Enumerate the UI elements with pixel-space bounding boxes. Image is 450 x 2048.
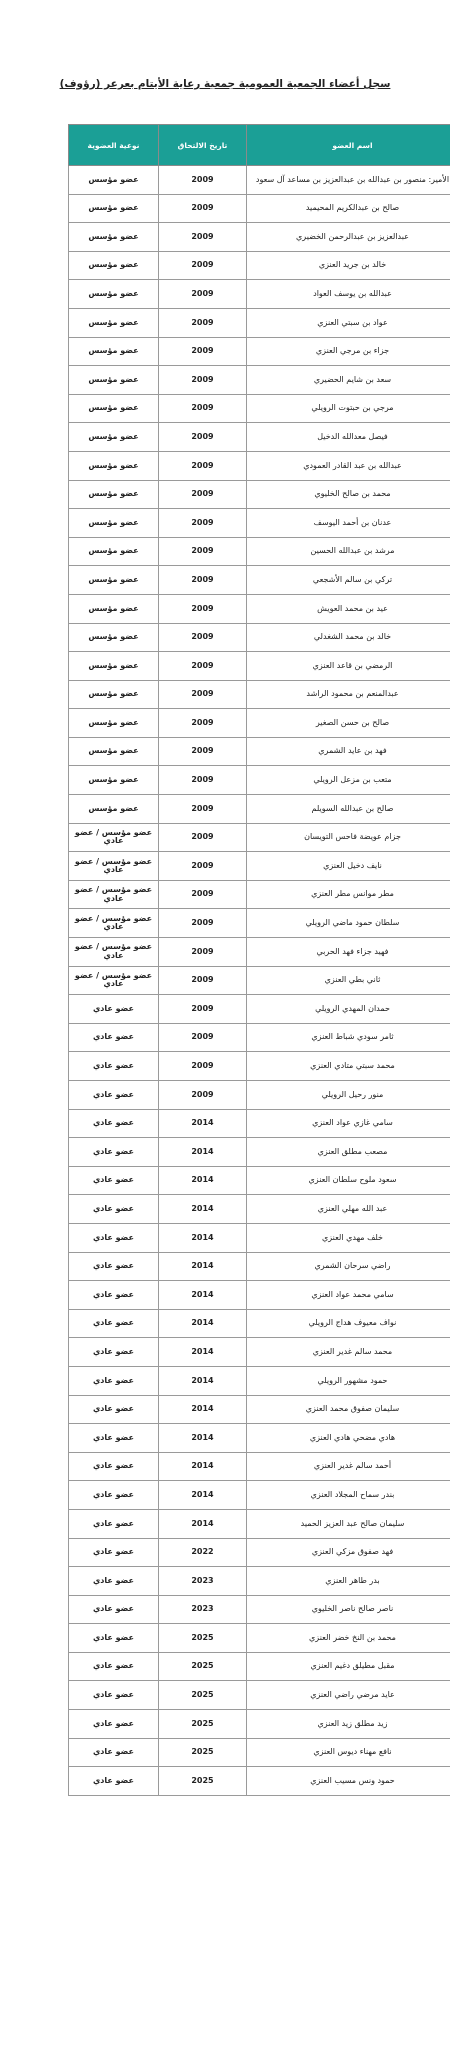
join-year-cell: 2009: [159, 1081, 247, 1110]
membership-type-cell: عضو عادي: [69, 1166, 159, 1195]
member-name-cell: فيصل معدالله الدخيل: [247, 423, 450, 452]
join-year-cell: 2025: [159, 1624, 247, 1653]
table-row: [69, 1452, 450, 1481]
member-name-cell: خالد بن محمد الشغدلي: [247, 623, 450, 652]
join-year-cell: 2009: [159, 223, 247, 252]
table-row: [69, 709, 450, 738]
table-row: [69, 1023, 450, 1052]
table-row: [69, 1595, 450, 1624]
table-row: [69, 737, 450, 766]
membership-type-cell: عضو مؤسس: [69, 766, 159, 795]
member-name-cell: مرشد بن عبدالله الحسين: [247, 537, 450, 566]
header-membership-type: نوعية العضوية: [69, 125, 159, 166]
table-row: [69, 1081, 450, 1110]
member-name-cell: محمد بن النخ خضر العنزي: [247, 1624, 450, 1653]
member-name-cell: تركي بن سالم الأشجعي: [247, 566, 450, 595]
table-row: [69, 423, 450, 452]
membership-type-cell: عضو عادي: [69, 1252, 159, 1281]
table-row: [69, 1281, 450, 1310]
member-name-cell: نواف معيوف هداج الرويلي: [247, 1309, 450, 1338]
membership-type-cell: عضو عادي: [69, 1366, 159, 1395]
table-row: [69, 223, 450, 252]
membership-type-cell: عضو مؤسس: [69, 194, 159, 223]
member-name-cell: سليمان صفوق محمد العنزي: [247, 1395, 450, 1424]
join-year-cell: 2009: [159, 737, 247, 766]
member-name-cell: صالح بن حسن الصغير: [247, 709, 450, 738]
member-name-cell: سامي غازي عواد العنزي: [247, 1109, 450, 1138]
join-year-cell: 2014: [159, 1366, 247, 1395]
table-row: [69, 366, 450, 395]
membership-type-cell: عضو مؤسس / عضو عادي: [69, 852, 159, 881]
member-name-cell: جزاء بن مرجي العنزي: [247, 337, 450, 366]
membership-type-cell: عضو مؤسس: [69, 566, 159, 595]
membership-type-cell: عضو عادي: [69, 1223, 159, 1252]
member-name-cell: ثاني بطي العنزي: [247, 966, 450, 995]
join-year-cell: 2014: [159, 1138, 247, 1167]
member-name-cell: سامي محمد عواد العنزي: [247, 1281, 450, 1310]
membership-type-cell: عضو مؤسس: [69, 280, 159, 309]
member-name-cell: الأمير: منصور بن عبدالله بن عبدالعزيز بن مساعد آل سعود: [247, 166, 450, 195]
membership-type-cell: عضو عادي: [69, 1338, 159, 1367]
membership-type-cell: عضو مؤسس / عضو عادي: [69, 966, 159, 995]
join-year-cell: 2014: [159, 1195, 247, 1224]
member-name-cell: سعد بن شايم الحضيري: [247, 366, 450, 395]
membership-type-cell: عضو مؤسس: [69, 366, 159, 395]
membership-type-cell: عضو عادي: [69, 1281, 159, 1310]
membership-type-cell: عضو مؤسس: [69, 166, 159, 195]
join-year-cell: 2009: [159, 938, 247, 967]
join-year-cell: 2023: [159, 1567, 247, 1596]
join-year-cell: 2009: [159, 995, 247, 1024]
table-row: [69, 337, 450, 366]
table-row: [69, 1710, 450, 1739]
table-row: [69, 880, 450, 909]
membership-type-cell: عضو عادي: [69, 1710, 159, 1739]
page-title: سجل أعضاء الجمعية العمومية جمعية رعاية الأيتام بعرعر (رؤوف): [59, 78, 391, 90]
join-year-cell: 2009: [159, 337, 247, 366]
join-year-cell: 2009: [159, 795, 247, 824]
header-join-date: تاريخ الالتحاق: [159, 125, 247, 166]
membership-type-cell: عضو مؤسس: [69, 537, 159, 566]
member-name-cell: أحمد سالم غدير العنزي: [247, 1452, 450, 1481]
member-name-cell: حمود ونس مسيب العنزي: [247, 1767, 450, 1796]
membership-type-cell: عضو مؤسس: [69, 451, 159, 480]
member-name-cell: عبدالمنعم بن محمود الراشد: [247, 680, 450, 709]
table-row: [69, 537, 450, 566]
table-row: [69, 1538, 450, 1567]
member-name-cell: محمد سالم غدير العنزي: [247, 1338, 450, 1367]
membership-type-cell: عضو عادي: [69, 1109, 159, 1138]
membership-type-cell: عضو مؤسس: [69, 509, 159, 538]
join-year-cell: 2014: [159, 1338, 247, 1367]
join-year-cell: 2014: [159, 1109, 247, 1138]
table-row: [69, 1338, 450, 1367]
join-year-cell: 2009: [159, 251, 247, 280]
membership-type-cell: عضو عادي: [69, 1567, 159, 1596]
join-year-cell: 2009: [159, 451, 247, 480]
table-row: [69, 1166, 450, 1195]
table-row: [69, 766, 450, 795]
membership-type-cell: عضو مؤسس: [69, 337, 159, 366]
table-row: [69, 1509, 450, 1538]
table-row: [69, 1652, 450, 1681]
join-year-cell: 2022: [159, 1538, 247, 1567]
join-year-cell: 2009: [159, 766, 247, 795]
member-name-cell: الرمضي بن قاعد العنزي: [247, 652, 450, 681]
member-name-cell: جزام عويضة فاحس التويسان: [247, 823, 450, 852]
member-name-cell: صالح بن عبدالله السويلم: [247, 795, 450, 824]
join-year-cell: 2014: [159, 1424, 247, 1453]
table-body: [69, 166, 450, 1796]
table-row: [69, 1109, 450, 1138]
membership-type-cell: عضو مؤسس: [69, 251, 159, 280]
table-row: [69, 1624, 450, 1653]
join-year-cell: 2009: [159, 366, 247, 395]
membership-type-cell: عضو مؤسس: [69, 680, 159, 709]
member-name-cell: خالد بن جريد العنزي: [247, 251, 450, 280]
table-row: [69, 652, 450, 681]
header-member-name: اسم العضو: [247, 125, 450, 166]
membership-type-cell: عضو عادي: [69, 1023, 159, 1052]
membership-type-cell: عضو عادي: [69, 1138, 159, 1167]
table-row: [69, 480, 450, 509]
join-year-cell: 2009: [159, 537, 247, 566]
member-name-cell: مقبل مطيلق دغيم العنزي: [247, 1652, 450, 1681]
table-row: [69, 1366, 450, 1395]
member-name-cell: خلف مهدي العنزي: [247, 1223, 450, 1252]
table-row: [69, 1767, 450, 1796]
members-table: [68, 124, 450, 1796]
member-name-cell: مطر موانس مطر العنزي: [247, 880, 450, 909]
table-row: [69, 852, 450, 881]
table-row: [69, 1052, 450, 1081]
join-year-cell: 2025: [159, 1738, 247, 1767]
membership-type-cell: عضو عادي: [69, 1195, 159, 1224]
membership-type-cell: عضو مؤسس / عضو عادي: [69, 909, 159, 938]
membership-type-cell: عضو مؤسس: [69, 423, 159, 452]
join-year-cell: 2025: [159, 1710, 247, 1739]
member-name-cell: زيد مطلق زيد العنزي: [247, 1710, 450, 1739]
membership-type-cell: عضو عادي: [69, 1595, 159, 1624]
join-year-cell: 2014: [159, 1281, 247, 1310]
table-row: [69, 509, 450, 538]
table-row: [69, 909, 450, 938]
membership-type-cell: عضو عادي: [69, 995, 159, 1024]
join-year-cell: 2014: [159, 1166, 247, 1195]
membership-type-cell: عضو مؤسس: [69, 795, 159, 824]
membership-type-cell: عضو عادي: [69, 1424, 159, 1453]
membership-type-cell: عضو مؤسس: [69, 223, 159, 252]
member-name-cell: هادي مضحي هادي العنزي: [247, 1424, 450, 1453]
table-row: [69, 1567, 450, 1596]
membership-type-cell: عضو مؤسس: [69, 308, 159, 337]
member-name-cell: حمدان المهدي الرويلي: [247, 995, 450, 1024]
member-name-cell: صالح بن عبدالكريم المحيميد: [247, 194, 450, 223]
join-year-cell: 2009: [159, 709, 247, 738]
member-name-cell: سليمان صالح عبد العزيز الحميد: [247, 1509, 450, 1538]
table-row: [69, 280, 450, 309]
table-row: [69, 566, 450, 595]
table-row: [69, 166, 450, 195]
table-row: [69, 1195, 450, 1224]
member-name-cell: نافع مهناء ديوس العنزي: [247, 1738, 450, 1767]
membership-type-cell: عضو عادي: [69, 1652, 159, 1681]
join-year-cell: 2009: [159, 852, 247, 881]
table-row: [69, 938, 450, 967]
member-name-cell: محمد بن صالح الخليوي: [247, 480, 450, 509]
table-row: [69, 594, 450, 623]
membership-type-cell: عضو مؤسس: [69, 594, 159, 623]
membership-type-cell: عضو مؤسس: [69, 394, 159, 423]
membership-type-cell: عضو مؤسس: [69, 652, 159, 681]
table-row: [69, 995, 450, 1024]
join-year-cell: 2009: [159, 509, 247, 538]
member-name-cell: ثامر سودي شباط العنزي: [247, 1023, 450, 1052]
table-row: [69, 308, 450, 337]
join-year-cell: 2009: [159, 1023, 247, 1052]
join-year-cell: 2009: [159, 823, 247, 852]
member-name-cell: عايد مرضي راضي العنزي: [247, 1681, 450, 1710]
join-year-cell: 2014: [159, 1309, 247, 1338]
table-row: [69, 823, 450, 852]
membership-type-cell: عضو عادي: [69, 1767, 159, 1796]
membership-type-cell: عضو مؤسس: [69, 709, 159, 738]
membership-type-cell: عضو عادي: [69, 1395, 159, 1424]
membership-type-cell: عضو مؤسس: [69, 737, 159, 766]
membership-type-cell: عضو عادي: [69, 1309, 159, 1338]
member-name-cell: عدنان بن أحمد اليوسف: [247, 509, 450, 538]
table-row: [69, 1481, 450, 1510]
member-name-cell: بدر طاهر العنزي: [247, 1567, 450, 1596]
join-year-cell: 2009: [159, 594, 247, 623]
member-name-cell: عبدالله بن عبد القادر العمودي: [247, 451, 450, 480]
join-year-cell: 2023: [159, 1595, 247, 1624]
membership-type-cell: عضو عادي: [69, 1538, 159, 1567]
membership-type-cell: عضو عادي: [69, 1452, 159, 1481]
member-name-cell: عبد الله مهلي العنزي: [247, 1195, 450, 1224]
join-year-cell: 2025: [159, 1652, 247, 1681]
member-name-cell: نايف دخيل العنزي: [247, 852, 450, 881]
member-name-cell: عواد بن سبتي العنزي: [247, 308, 450, 337]
join-year-cell: 2009: [159, 566, 247, 595]
table-row: [69, 795, 450, 824]
membership-type-cell: عضو عادي: [69, 1681, 159, 1710]
join-year-cell: 2009: [159, 1052, 247, 1081]
table-row: [69, 623, 450, 652]
join-year-cell: 2009: [159, 394, 247, 423]
member-name-cell: مصعب مطلق العنزي: [247, 1138, 450, 1167]
member-name-cell: متعب بن مزعل الرويلي: [247, 766, 450, 795]
member-name-cell: ناصر صالح ناصر الخليوي: [247, 1595, 450, 1624]
member-name-cell: فهد صفوق مزكي العنزي: [247, 1538, 450, 1567]
join-year-cell: 2009: [159, 280, 247, 309]
join-year-cell: 2025: [159, 1681, 247, 1710]
table-row: [69, 1738, 450, 1767]
table-row: [69, 1252, 450, 1281]
member-name-cell: سلطان حمود ماضي الرويلي: [247, 909, 450, 938]
member-name-cell: عيد بن محمد العويش: [247, 594, 450, 623]
table-row: [69, 966, 450, 995]
member-name-cell: عبدالعزيز بن عبدالرحمن الخضيري: [247, 223, 450, 252]
member-name-cell: منور رحيل الرويلي: [247, 1081, 450, 1110]
table-row: [69, 680, 450, 709]
join-year-cell: 2014: [159, 1481, 247, 1510]
membership-type-cell: عضو عادي: [69, 1624, 159, 1653]
membership-type-cell: عضو عادي: [69, 1481, 159, 1510]
membership-type-cell: عضو مؤسس / عضو عادي: [69, 823, 159, 852]
join-year-cell: 2009: [159, 308, 247, 337]
table-row: [69, 194, 450, 223]
join-year-cell: 2009: [159, 480, 247, 509]
table-row: [69, 1138, 450, 1167]
membership-type-cell: عضو عادي: [69, 1738, 159, 1767]
join-year-cell: 2014: [159, 1223, 247, 1252]
table-row: [69, 1395, 450, 1424]
member-name-cell: راضي سرحان الشمري: [247, 1252, 450, 1281]
member-name-cell: حمود مشهور الرويلي: [247, 1366, 450, 1395]
membership-type-cell: عضو مؤسس: [69, 623, 159, 652]
table-row: [69, 451, 450, 480]
join-year-cell: 2014: [159, 1452, 247, 1481]
member-name-cell: مرجي بن حبتوت الرويلي: [247, 394, 450, 423]
join-year-cell: 2014: [159, 1252, 247, 1281]
table-row: [69, 251, 450, 280]
member-name-cell: فهد بن عايد الشمري: [247, 737, 450, 766]
table-row: [69, 1223, 450, 1252]
membership-type-cell: عضو عادي: [69, 1081, 159, 1110]
table-row: [69, 1681, 450, 1710]
member-name-cell: فهيد جزاء فهد الحربي: [247, 938, 450, 967]
membership-type-cell: عضو عادي: [69, 1509, 159, 1538]
table-row: [69, 394, 450, 423]
join-year-cell: 2014: [159, 1509, 247, 1538]
join-year-cell: 2009: [159, 166, 247, 195]
member-name-cell: محمد سبتي متادي العنزي: [247, 1052, 450, 1081]
table-row: [69, 1424, 450, 1453]
member-name-cell: بندر سماح المجلاد العنزي: [247, 1481, 450, 1510]
table-header-row: [69, 125, 450, 166]
join-year-cell: 2009: [159, 423, 247, 452]
membership-type-cell: عضو مؤسس / عضو عادي: [69, 880, 159, 909]
join-year-cell: 2014: [159, 1395, 247, 1424]
join-year-cell: 2009: [159, 652, 247, 681]
join-year-cell: 2009: [159, 880, 247, 909]
join-year-cell: 2009: [159, 909, 247, 938]
table-row: [69, 1309, 450, 1338]
membership-type-cell: عضو مؤسس / عضو عادي: [69, 938, 159, 967]
member-name-cell: سعود ملوح سلطان العنزي: [247, 1166, 450, 1195]
member-name-cell: عبدالله بن يوسف العواد: [247, 280, 450, 309]
membership-type-cell: عضو مؤسس: [69, 480, 159, 509]
membership-type-cell: عضو عادي: [69, 1052, 159, 1081]
join-year-cell: 2009: [159, 194, 247, 223]
join-year-cell: 2009: [159, 966, 247, 995]
join-year-cell: 2009: [159, 680, 247, 709]
join-year-cell: 2009: [159, 623, 247, 652]
join-year-cell: 2025: [159, 1767, 247, 1796]
